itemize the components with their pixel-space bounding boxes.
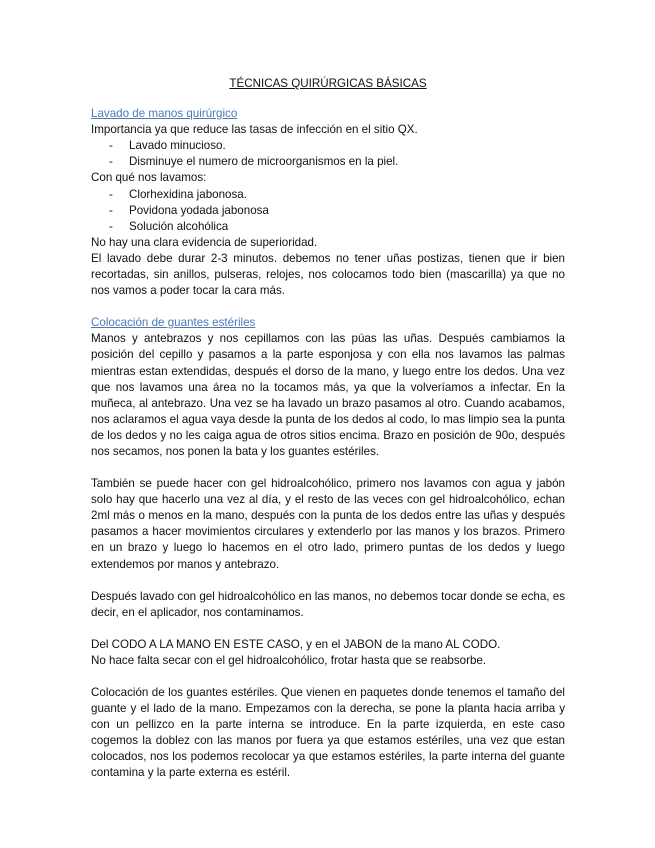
glove-placement-paragraph: Colocación de los guantes estériles. Que vienen en paquetes donde tenemos el tamaño del guante y el lado de la mano. Empezamos con la derecha, se pone la planta hacia arriba y con un pellizco en la parte interna se introduce. En la parte izquierda, en este caso cogemos la doblez con las manos por fuera ya que estamos estériles, una vez que estan colocados, nos los podemos recolocar ya que estamos estériles, la parte interna del guante contamina y la parte externa es estéril.: [91, 686, 565, 780]
bullet-dash: -: [109, 187, 113, 201]
bullet-dash: -: [109, 139, 113, 153]
spacer: [91, 299, 565, 315]
bullet-text: Solución alcohólica: [129, 219, 229, 233]
bullet-item: [91, 219, 565, 235]
spacer: [91, 573, 565, 589]
section-heading-hand-washing: Lavado de manos quirúrgico: [91, 107, 238, 121]
bullet-text: Clorhexidina jabonosa.: [129, 187, 247, 201]
spacer: [91, 460, 565, 476]
with-what-line: Con qué nos lavamos:: [91, 171, 207, 185]
products-bullet-list: [91, 187, 565, 235]
no-evidence-line: No hay una clara evidencia de superioridad.: [91, 235, 318, 249]
bullet-dash: -: [109, 203, 113, 217]
bullet-text: Povidona yodada jabonosa: [129, 203, 269, 217]
bullet-item: [91, 203, 565, 219]
importance-bullet-list: [91, 138, 565, 170]
drying-line: No hace falta secar con el gel hidroalcohólico, frotar hasta que se reabsorbe.: [91, 653, 487, 667]
bullet-dash: -: [109, 219, 113, 233]
bullet-item: [91, 138, 565, 154]
spacer: [91, 669, 565, 685]
spacer: [91, 621, 565, 637]
section-heading-sterile-gloves: Colocación de guantes estériles: [91, 316, 256, 330]
hydroalcoholic-paragraph: También se puede hacer con gel hidroalcohólico, primero nos lavamos con agua y jabón solo hay que hacerlo una vez al día, y el resto de las veces con gel hidroalcohólico, echan 2ml más o menos en la mano, después con la punta de los dedos entre las uñas y después pasamos a hacer movimientos circulares y extenderlo por las manos y los brazos. Primero en un brazo y luego lo hacemos en el otro lado, primero puntas de los dedos y luego extendemos por manos y antebrazo.: [91, 477, 565, 571]
duration-paragraph: El lavado debe durar 2-3 minutos. debemos no tener uñas postizas, tienen que ir bien recortadas, sin anillos, pulseras, relojes, nos colocamos todo bien (mascarilla) ya que no nos vamos a poder tocar la cara más.: [91, 251, 565, 298]
direction-line: Del CODO A LA MANO EN ESTE CASO, y en el JABON de la mano AL CODO.: [91, 637, 501, 651]
bullet-dash: -: [109, 155, 113, 169]
bullet-text: Disminuye el numero de microorganismos en la piel.: [129, 155, 399, 169]
scrub-paragraph: Manos y antebrazos y nos cepillamos con las púas las uñas. Después cambiamos la posición del cepillo y pasamos a la parte esponjosa y con ella nos lavamos las palmas mientras estan extendidas, después el dorso de la mano, y luego entre los dedos. Una vez que nos lavamos una área no la tocamos más, ya que la volveríamos a infectar. En la muñeca, al antebrazo. Una vez se ha lavado un brazo pasamos al otro. Cuando acabamos, nos aclaramos el agua vaya desde la punta de los dedos al codo, lo mas limpio sea la punta de los dedos y no les caiga agua de otros sitios encima. Brazo en posición de 90o, después nos secamos, nos ponen la bata y los guantes estériles.: [91, 332, 565, 458]
document-body: [91, 76, 565, 782]
document-title: TÉCNICAS QUIRÚRGICAS BÁSICAS: [229, 77, 427, 90]
importance-line: Importancia ya que reduce las tasas de infección en el sitio QX.: [91, 123, 418, 137]
bullet-item: [91, 154, 565, 170]
bullet-text: Lavado minucioso.: [129, 139, 226, 153]
bullet-item: [91, 187, 565, 203]
applicator-paragraph: Después lavado con gel hidroalcohólico en las manos, no debemos tocar donde se echa, es decir, en el aplicador, nos contaminamos.: [91, 589, 565, 619]
